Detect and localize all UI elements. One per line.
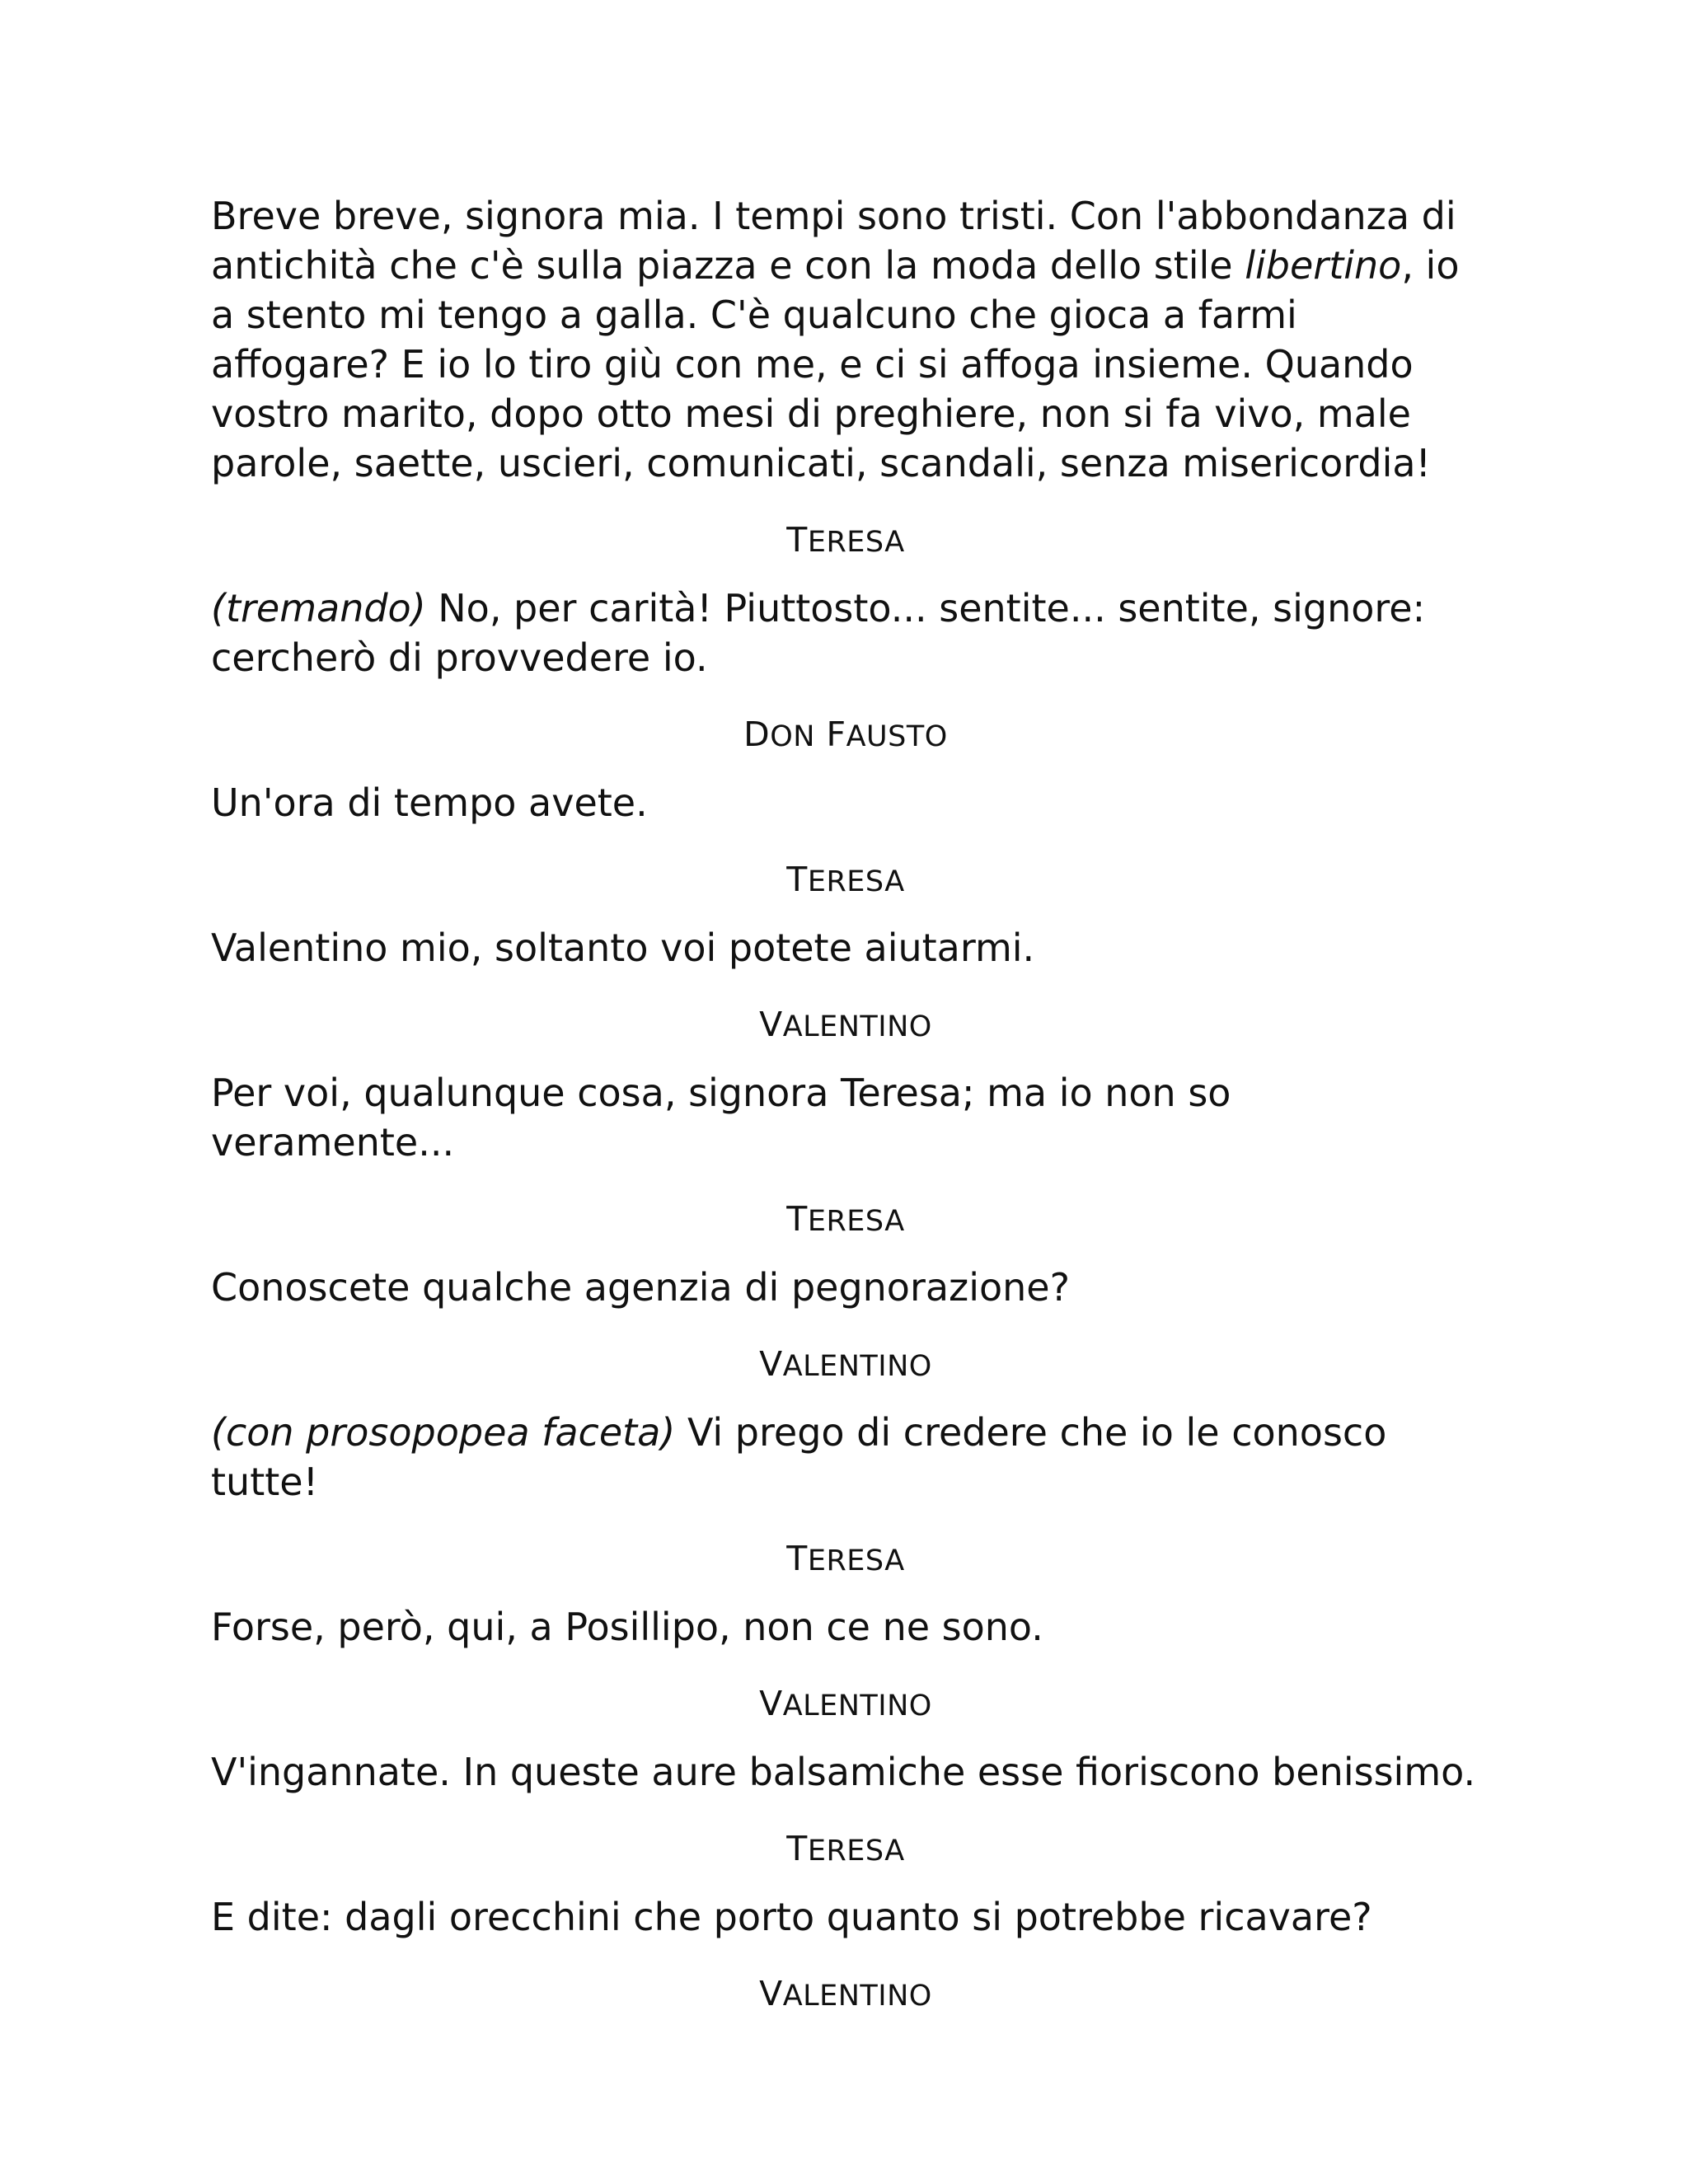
speech-text: Valentino mio, soltanto voi potete aiutarmi. bbox=[211, 926, 1035, 970]
speaker-rest: ERESA bbox=[807, 1544, 905, 1577]
speech-text: Breve breve, signora mia. I tempi sono tristi. Con l'abbondanza di antichità che c'è sulla piazza e con la moda dello stile bbox=[211, 194, 1456, 288]
speaker-name bbox=[211, 1339, 1480, 1389]
speaker-initial: D bbox=[743, 715, 771, 754]
speech-paragraph bbox=[211, 778, 1480, 827]
speech-paragraph bbox=[211, 923, 1480, 972]
stage-direction: (tremando) bbox=[211, 586, 426, 630]
stage-direction: (con prosopopea faceta) bbox=[211, 1410, 676, 1455]
speaker-initial: T bbox=[786, 1829, 808, 1868]
speech-paragraph bbox=[211, 1602, 1480, 1652]
speech-text: Per voi, qualunque cosa, signora Teresa; ma io non so veramente... bbox=[211, 1071, 1231, 1165]
speech-paragraph bbox=[211, 191, 1480, 488]
speech-text: V'ingannate. In queste aure balsamiche esse fioriscono benissimo. bbox=[211, 1750, 1476, 1794]
speaker-rest: ALENTINO bbox=[782, 1350, 932, 1383]
speaker-name bbox=[211, 710, 1480, 759]
speaker-rest: ERESA bbox=[807, 1835, 905, 1868]
speaker-name bbox=[211, 1969, 1480, 2018]
speaker-name bbox=[211, 1824, 1480, 1873]
speech-text: Forse, però, qui, a Posillipo, non ce ne sono. bbox=[211, 1605, 1043, 1649]
speaker-rest: ON bbox=[770, 720, 815, 753]
speaker-name bbox=[211, 1679, 1480, 1728]
speaker-initial: T bbox=[786, 520, 808, 560]
speech-text-tail: , io a stento mi tengo a galla. C'è qualcuno che gioca a farmi affogare? E io lo tiro giù con me, e ci si affoga insieme. Quando vostro marito, dopo otto mesi di preghiere, non si fa vivo, male parole, saette, uscieri, comunicati, scandali, senza misericordia! bbox=[211, 243, 1460, 485]
speaker-initial: T bbox=[786, 1199, 808, 1239]
speaker-initial: T bbox=[786, 1539, 808, 1578]
speaker-initial-2: F bbox=[826, 715, 846, 754]
speech-paragraph bbox=[211, 1408, 1480, 1507]
speech-paragraph bbox=[211, 1892, 1480, 1942]
speaker-initial: V bbox=[759, 1684, 783, 1723]
speaker-rest: ERESA bbox=[807, 526, 905, 559]
speaker-rest: ALENTINO bbox=[782, 1690, 932, 1722]
speech-text: Conoscete qualche agenzia di pegnorazione? bbox=[211, 1265, 1070, 1310]
speaker-rest: ERESA bbox=[807, 1205, 905, 1238]
speech-paragraph bbox=[211, 1747, 1480, 1797]
speech-text: Un'ora di tempo avete. bbox=[211, 780, 648, 825]
speaker-rest: ERESA bbox=[807, 865, 905, 898]
speech-text: No, per carità! Piuttosto... sentite... sentite, signore: cercherò di provvedere io. bbox=[211, 586, 1426, 680]
speech-text: E dite: dagli orecchini che porto quanto si potrebbe ricavare? bbox=[211, 1895, 1372, 1939]
speaker-name bbox=[211, 855, 1480, 904]
speaker-initial: V bbox=[759, 1974, 783, 2013]
speaker-name bbox=[211, 1534, 1480, 1583]
speech-paragraph bbox=[211, 1068, 1480, 1167]
speaker-name bbox=[211, 515, 1480, 565]
speaker-initial: V bbox=[759, 1005, 783, 1044]
speaker-rest: ALENTINO bbox=[782, 1010, 932, 1043]
script-text bbox=[211, 191, 1480, 2018]
speaker-initial: V bbox=[759, 1344, 783, 1384]
italic-word: libertino bbox=[1245, 243, 1402, 288]
speaker-name bbox=[211, 1194, 1480, 1244]
speaker-rest-2: AUSTO bbox=[846, 720, 948, 753]
speaker-rest: ALENTINO bbox=[782, 1980, 932, 2013]
speaker-name bbox=[211, 1000, 1480, 1049]
speech-paragraph bbox=[211, 1263, 1480, 1312]
speech-paragraph bbox=[211, 583, 1480, 682]
speaker-initial: T bbox=[786, 860, 808, 899]
speech-text: Vi prego di credere che io le conosco tutte! bbox=[211, 1410, 1387, 1504]
